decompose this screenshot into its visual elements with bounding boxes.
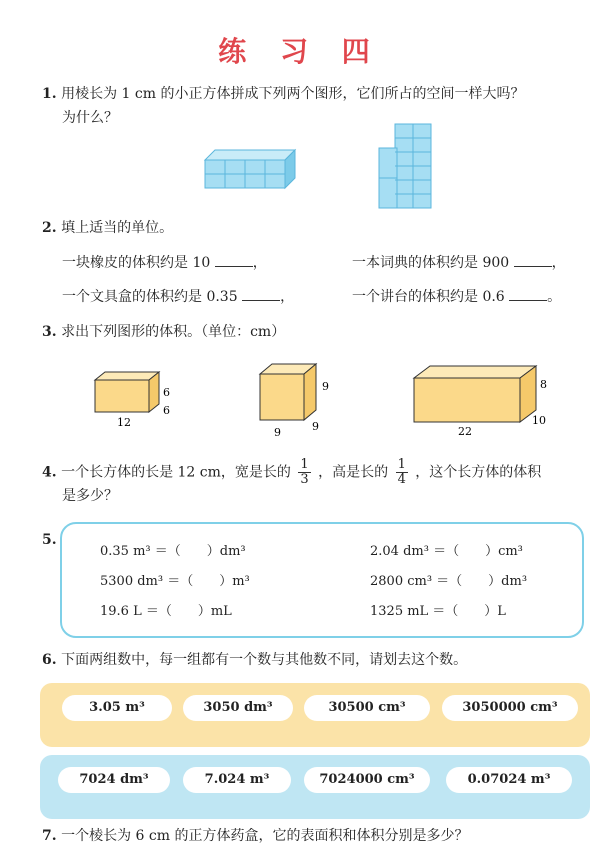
number-group-2 bbox=[40, 755, 590, 819]
cube-figure-tower bbox=[375, 118, 445, 210]
dimension-label: 8 bbox=[540, 378, 547, 391]
question-text: ，高是长的 bbox=[318, 464, 389, 481]
fill-item-text: 一个讲台的体积约是 0.6 bbox=[352, 289, 505, 305]
dimension-label: 22 bbox=[458, 425, 472, 438]
question-text: 一个长方体的长是 12 cm，宽是长的 bbox=[61, 464, 291, 481]
conversion-item: 2800 cm³ ＝（ ）dm³ bbox=[370, 574, 528, 589]
fill-item-text: 一本词典的体积约是 900 bbox=[352, 255, 510, 271]
question-2 bbox=[42, 218, 173, 238]
answer-blank[interactable] bbox=[514, 252, 552, 267]
number-pill[interactable]: 30500 cm³ bbox=[304, 695, 430, 721]
cube-2 bbox=[250, 360, 335, 442]
answer-blank[interactable] bbox=[509, 286, 547, 301]
dimension-label: 6 bbox=[163, 386, 170, 399]
conversion-item: 19.6 L ＝（ ）mL bbox=[100, 604, 232, 619]
fraction: $\frac{1}{3}$ bbox=[300, 457, 309, 487]
question-text: 填上适当的单位。 bbox=[61, 220, 174, 236]
question-text: 下面两组数中，每一组都有一个数与其他数不同，请划去这个数。 bbox=[61, 652, 468, 668]
conversion-item: 5300 dm³ ＝（ ）m³ bbox=[100, 574, 250, 589]
number-pill[interactable]: 7024 dm³ bbox=[58, 767, 170, 793]
dimension-label: 6 bbox=[163, 404, 170, 417]
number-pill[interactable]: 3050 dm³ bbox=[183, 695, 293, 721]
fill-item-text: 一个文具盒的体积约是 0.35 bbox=[62, 289, 238, 305]
dimension-label: 9 bbox=[274, 426, 281, 439]
cuboid-3 bbox=[408, 362, 558, 440]
question-text: 用棱长为 1 cm 的小正方体拼成下列两个图形，它们所占的空间一样大吗？ bbox=[61, 86, 525, 102]
number-pill[interactable]: 3.05 m³ bbox=[62, 695, 172, 721]
question-number: 3. bbox=[42, 324, 57, 340]
number-pill[interactable]: 3050000 cm³ bbox=[442, 695, 578, 721]
number-pill[interactable]: 0.07024 m³ bbox=[446, 767, 572, 793]
question-4-line2: 是多少？ bbox=[62, 488, 118, 504]
question-4 bbox=[42, 458, 541, 487]
dimension-label: 10 bbox=[532, 414, 546, 427]
question-1-line2: 为什么？ bbox=[62, 110, 118, 126]
question-number: 6. bbox=[42, 652, 57, 668]
number-pill[interactable]: 7024000 cm³ bbox=[304, 767, 430, 793]
fill-item-text: 一块橡皮的体积约是 10 bbox=[62, 255, 211, 271]
question-1 bbox=[42, 84, 524, 104]
conversion-item: 2.04 dm³ ＝（ ）cm³ bbox=[370, 544, 523, 559]
dimension-label: 9 bbox=[312, 420, 319, 433]
dimension-label: 12 bbox=[117, 416, 131, 429]
number-pill[interactable]: 7.024 m³ bbox=[183, 767, 291, 793]
fill-item: 一个讲台的体积约是 0.6 。 bbox=[352, 286, 561, 307]
cube-figure-flat bbox=[195, 145, 305, 195]
question-number: 1. bbox=[42, 86, 57, 102]
answer-blank[interactable] bbox=[215, 252, 253, 267]
question-number: 7. bbox=[42, 828, 57, 844]
dimension-label: 9 bbox=[322, 380, 329, 393]
question-text: 求出下列图形的体积。（单位：cm） bbox=[61, 324, 286, 340]
fill-item: 一本词典的体积约是 900 ， bbox=[352, 252, 566, 273]
fill-item: 一个文具盒的体积约是 0.35 ， bbox=[62, 286, 294, 307]
conversion-item: 1325 mL ＝（ ）L bbox=[370, 604, 506, 619]
question-number: 4. bbox=[42, 464, 57, 481]
question-number: 2. bbox=[42, 220, 57, 236]
number-group-1 bbox=[40, 683, 590, 747]
fraction: $\frac{1}{4}$ bbox=[397, 457, 406, 487]
question-3 bbox=[42, 322, 285, 342]
question-number: 5. bbox=[42, 532, 57, 548]
answer-blank[interactable] bbox=[242, 286, 280, 301]
cuboid-1 bbox=[85, 368, 175, 430]
conversion-item: 0.35 m³ ＝（ ）dm³ bbox=[100, 544, 246, 559]
question-6 bbox=[42, 650, 467, 670]
page-title: 练 习 四 bbox=[218, 35, 382, 68]
question-7 bbox=[42, 826, 468, 846]
question-text: ，这个长方体的体积 bbox=[415, 464, 542, 481]
question-text: 一个棱长为 6 cm 的正方体药盒，它的表面积和体积分别是多少？ bbox=[61, 828, 469, 844]
fill-item: 一块橡皮的体积约是 10 ， bbox=[62, 252, 267, 273]
